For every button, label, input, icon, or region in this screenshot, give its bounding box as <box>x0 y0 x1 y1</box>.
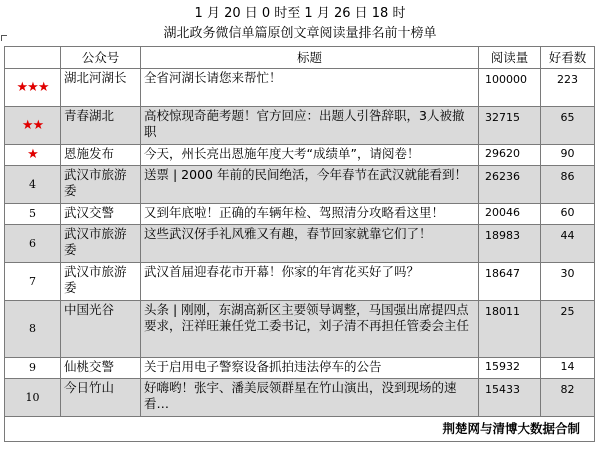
account-cell: 武汉交警 <box>61 204 141 225</box>
likes-cell: 14 <box>541 358 595 379</box>
likes-cell: 30 <box>541 263 595 301</box>
rank-cell <box>5 69 61 107</box>
title-cell: 这些武汉伢手礼风雅又有趣，春节回家就靠它们了！ <box>141 225 479 263</box>
header-row <box>5 47 595 69</box>
likes-cell: 65 <box>541 107 595 145</box>
star-icon: ★★ <box>21 117 44 133</box>
account-cell: 中国光谷 <box>61 301 141 358</box>
rank-cell: 8 <box>5 301 61 358</box>
title-cell: 又到年底啦！正确的车辆年检、驾照清分攻略看这里！ <box>141 204 479 225</box>
rank-cell <box>5 107 61 145</box>
title-cell: 头条 | 刚刚，东湖高新区主要领导调整，马国强出席提四点要求，汪祥旺兼任党工委书记，刘子清不再担任管委会主任 <box>141 301 479 358</box>
account-cell: 青春湖北 <box>61 107 141 145</box>
likes-cell: 90 <box>541 145 595 166</box>
rank-cell: 5 <box>5 204 61 225</box>
table-row <box>5 166 595 204</box>
reads-cell: 18011 <box>479 301 541 358</box>
reads-cell: 15433 <box>479 379 541 417</box>
reads-cell: 18647 <box>479 263 541 301</box>
reads-cell: 26236 <box>479 166 541 204</box>
table-row <box>5 379 595 417</box>
reads-cell: 20046 <box>479 204 541 225</box>
table-anchor-mark <box>1 35 7 41</box>
account-cell: 恩施发布 <box>61 145 141 166</box>
likes-cell: 86 <box>541 166 595 204</box>
rank-cell <box>5 145 61 166</box>
table-row <box>5 145 595 166</box>
likes-cell: 44 <box>541 225 595 263</box>
reads-cell: 29620 <box>479 145 541 166</box>
title-cell: 今天，州长亮出恩施年度大考“成绩单”，请阅卷！ <box>141 145 479 166</box>
account-cell: 武汉市旅游委 <box>61 166 141 204</box>
report-title: 湖北政务微信单篇原创文章阅读量排名前十榜单 <box>163 26 437 41</box>
account-cell: 湖北河湖长 <box>61 69 141 107</box>
likes-cell: 223 <box>541 69 595 107</box>
table-row <box>5 301 595 358</box>
rank-cell: 9 <box>5 358 61 379</box>
title-cell: 关于启用电子警察设备抓拍违法停车的公告 <box>141 358 479 379</box>
title-cell: 送票 | 2000 年前的民间绝活，今年春节在武汉就能看到！ <box>141 166 479 204</box>
account-header: 公众号 <box>61 47 141 69</box>
table-row <box>5 107 595 145</box>
report-date-range: 1 月 20 日 0 时至 1 月 26 日 18 时 <box>194 6 406 21</box>
rank-header <box>5 47 61 69</box>
data-source-credit: 荆楚网与清博大数据合制 <box>5 417 595 442</box>
title-cell: 武汉首届迎春花市开幕！你家的年宵花买好了吗？ <box>141 263 479 301</box>
rank-cell: 10 <box>5 379 61 417</box>
table-row <box>5 69 595 107</box>
title-cell: 全省河湖长请您来帮忙！ <box>141 69 479 107</box>
account-cell: 今日竹山 <box>61 379 141 417</box>
likes-cell: 82 <box>541 379 595 417</box>
title-header: 标题 <box>141 47 479 69</box>
likes-cell: 60 <box>541 204 595 225</box>
footer-row <box>5 417 595 442</box>
reads-cell: 15932 <box>479 358 541 379</box>
rank-cell: 6 <box>5 225 61 263</box>
table-row <box>5 358 595 379</box>
reads-cell: 18983 <box>479 225 541 263</box>
likes-header: 好看数 <box>541 47 595 69</box>
ranking-table <box>4 46 595 442</box>
reads-header: 阅读量 <box>479 47 541 69</box>
rank-cell: 7 <box>5 263 61 301</box>
title-cell: 好嗨哟！张宇、潘美辰领群星在竹山演出，没到现场的速看… <box>141 379 479 417</box>
table-row <box>5 263 595 301</box>
account-cell: 武汉市旅游委 <box>61 263 141 301</box>
title-cell: 高校惊现奇葩考题！官方回应：出题人引咎辞职，3人被撤职 <box>141 107 479 145</box>
table-row <box>5 204 595 225</box>
table-row <box>5 225 595 263</box>
account-cell: 仙桃交警 <box>61 358 141 379</box>
reads-cell: 32715 <box>479 107 541 145</box>
star-icon: ★ <box>27 147 38 162</box>
likes-cell: 25 <box>541 301 595 358</box>
star-icon: ★★★ <box>16 79 49 95</box>
account-cell: 武汉市旅游委 <box>61 225 141 263</box>
rank-cell: 4 <box>5 166 61 204</box>
reads-cell: 100000 <box>479 69 541 107</box>
